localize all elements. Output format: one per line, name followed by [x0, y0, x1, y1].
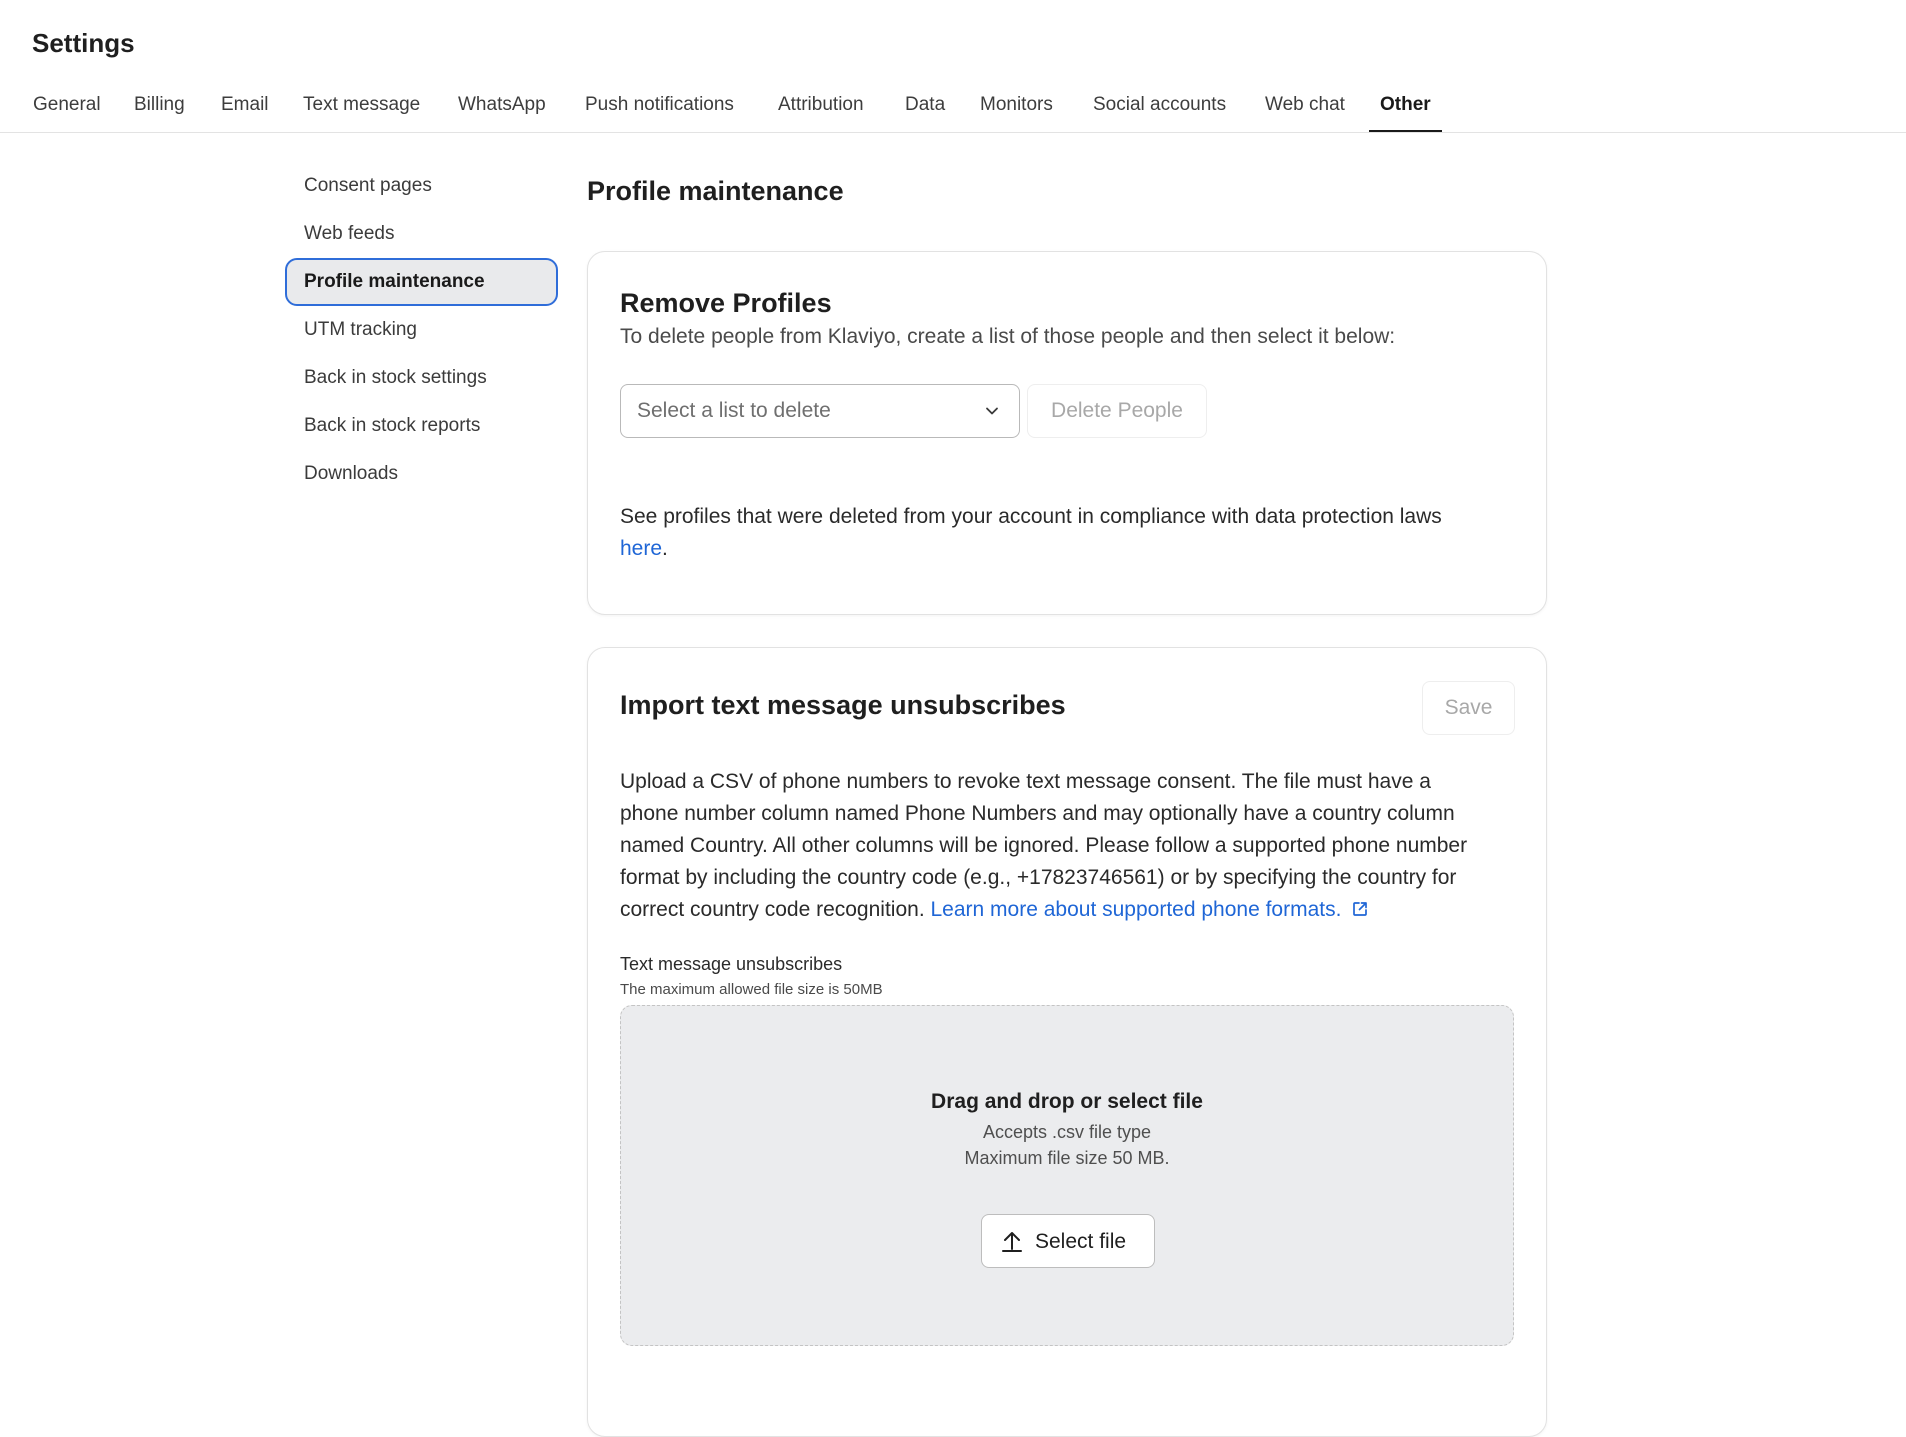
- delete-people-button[interactable]: Delete People: [1027, 384, 1207, 438]
- compliance-text: See profiles that were deleted from your account in compliance with data protection laws: [620, 505, 1442, 528]
- learn-more-link[interactable]: [931, 898, 1370, 921]
- field-label: Text message unsubscribes: [620, 954, 843, 974]
- external-link-icon: [1351, 900, 1369, 918]
- compliance-period: .: [662, 537, 668, 560]
- sidebar-item-utm-tracking[interactable]: UTM tracking: [304, 319, 417, 340]
- field-hint: The maximum allowed file size is 50MB: [620, 981, 883, 998]
- list-select[interactable]: [620, 384, 1020, 438]
- import-description-line: Upload a CSV of phone numbers to revoke text message consent. The file must have a: [620, 770, 1431, 793]
- import-description-line: phone number column named Phone Numbers and may optionally have a country column: [620, 802, 1455, 825]
- list-select-placeholder: Select a list to delete: [637, 399, 831, 422]
- import-description: [620, 766, 1530, 926]
- remove-profiles-card: [587, 251, 1547, 615]
- tab-general[interactable]: General: [33, 94, 101, 115]
- tab-web-chat[interactable]: Web chat: [1265, 94, 1345, 115]
- upload-icon: [1001, 1229, 1023, 1253]
- dropzone-max-size: Maximum file size 50 MB.: [964, 1148, 1170, 1168]
- import-unsubscribes-title: Import text message unsubscribes: [620, 690, 1066, 720]
- import-description-line: named Country. All other columns will be ignored. Please follow a supported phone number: [620, 834, 1468, 857]
- dropzone-title: Drag and drop or select file: [931, 1090, 1203, 1113]
- compliance-text-block: [620, 501, 1520, 565]
- sidebar-item-downloads[interactable]: Downloads: [304, 463, 398, 484]
- page-title: Settings: [32, 28, 135, 58]
- tab-other[interactable]: Other: [1380, 94, 1431, 132]
- chevron-down-icon: [985, 404, 999, 418]
- tab-attribution[interactable]: Attribution: [778, 94, 864, 115]
- tab-push-notifications[interactable]: Push notifications: [585, 94, 734, 115]
- tab-billing[interactable]: Billing: [134, 94, 185, 115]
- sidebar-item-back-in-stock-settings[interactable]: Back in stock settings: [304, 367, 487, 388]
- import-description-line: correct country code recognition.: [620, 898, 925, 921]
- tab-email[interactable]: Email: [221, 94, 269, 115]
- dropzone-accepts: Accepts .csv file type: [982, 1122, 1152, 1142]
- section-title: Profile maintenance: [587, 176, 844, 206]
- sidebar-item-back-in-stock-reports[interactable]: Back in stock reports: [304, 415, 481, 436]
- import-unsubscribes-card: [587, 647, 1547, 1437]
- select-file-label: Select file: [1035, 1230, 1127, 1253]
- save-button[interactable]: Save: [1422, 681, 1515, 735]
- tab-social-accounts[interactable]: Social accounts: [1093, 94, 1227, 115]
- remove-profiles-title: Remove Profiles: [620, 288, 832, 318]
- sidebar-item-profile-maintenance[interactable]: Profile maintenance: [285, 258, 558, 306]
- remove-profiles-description: To delete people from Klaviyo, create a list of those people and then select it below:: [620, 325, 1396, 348]
- select-file-button[interactable]: [981, 1214, 1155, 1268]
- learn-more-label: Learn more about supported phone formats.: [930, 898, 1342, 921]
- file-dropzone[interactable]: [620, 1005, 1514, 1346]
- tab-data[interactable]: Data: [905, 94, 946, 115]
- import-description-line: format by including the country code (e.g., +17823746561) or by specifying the country for: [620, 866, 1457, 889]
- tab-monitors[interactable]: Monitors: [980, 94, 1053, 115]
- sidebar-item-consent-pages[interactable]: Consent pages: [304, 175, 432, 196]
- tab-whatsapp[interactable]: WhatsApp: [458, 94, 546, 115]
- settings-tabs: [0, 88, 1906, 133]
- sidebar-item-web-feeds[interactable]: Web feeds: [304, 223, 395, 244]
- tab-text-message[interactable]: Text message: [303, 94, 421, 115]
- here-link[interactable]: here: [620, 537, 663, 560]
